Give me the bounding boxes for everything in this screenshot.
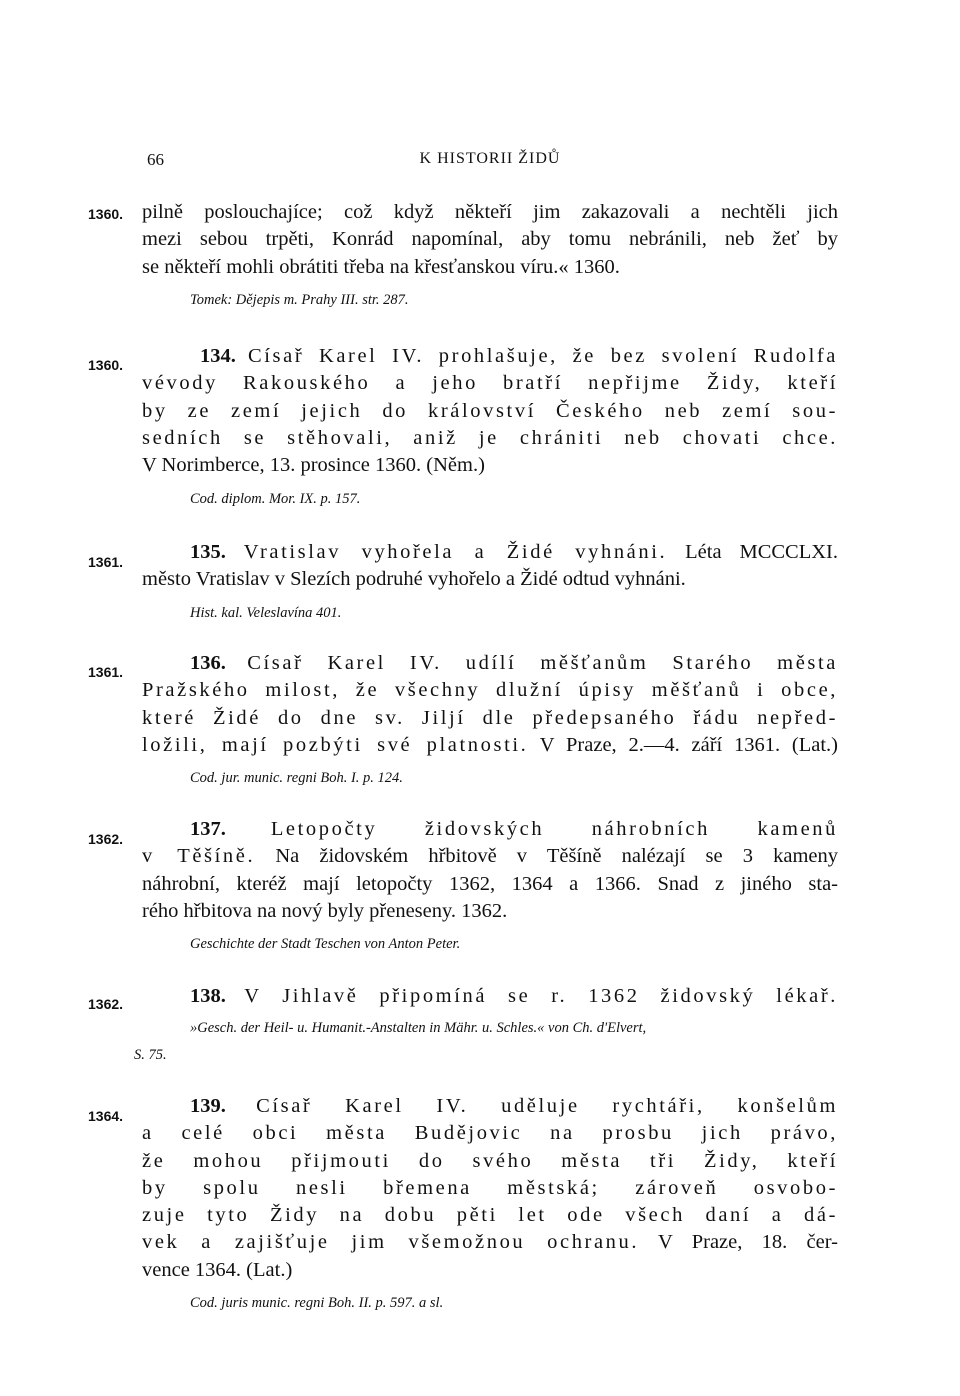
text-run: V Praze, 2.—4. září 1361. (Lat.) <box>528 733 838 756</box>
text-line: které Židé do dne sv. Jiljí dle předepsaného řádu nepřed- <box>142 706 838 729</box>
entry-headline: Císař Karel IV. uděluje rychtáři, konšelům <box>256 1095 838 1117</box>
text-run: ložili, mají pozbýti své platnosti. <box>142 733 529 756</box>
text-line: vévody Rakouského a jeho bratří nepřijme Židy, kteří <box>142 372 838 395</box>
entry-text <box>142 1093 838 1284</box>
margin-year: 1364. <box>88 1108 124 1124</box>
text-line: zuje tyto Židy na dobu pěti let ode všech daní a dá- <box>142 1204 838 1227</box>
text-line <box>142 650 838 677</box>
text-line: a celé obci města Budějovic na prosbu jich právo, <box>142 1122 838 1145</box>
source-citation: Cod. jur. munic. regni Boh. I. p. 124. <box>190 770 403 786</box>
text-run: v Těšíně. <box>142 845 256 868</box>
entry-text <box>142 650 838 759</box>
entry-number: 135. <box>190 541 226 563</box>
text-line <box>142 343 838 370</box>
margin-year: 1362. <box>88 996 124 1012</box>
entry-text <box>142 199 838 281</box>
text-line: mezi sebou trpěti, Konrád napomínal, aby tomu nebránili, neb žeť by <box>142 228 838 251</box>
text-line: pilně poslouchajíce; což když někteří jim zakazovali a nechtěli jich <box>142 201 838 223</box>
text-run: Léta MCCCLXI. <box>667 541 838 563</box>
source-citation: Cod. juris munic. regni Boh. II. p. 597. a sl. <box>190 1295 444 1311</box>
text-line: V Norimberce, 13. prosince 1360. (Něm.) <box>142 454 485 477</box>
margin-year: 1360. <box>88 206 124 222</box>
page-number: 66 <box>147 150 164 169</box>
source-citation: Hist. kal. Veleslavína 401. <box>190 605 342 621</box>
entry-number: 134. <box>200 345 236 367</box>
entry-headline: Letopočty židovských náhrobních kamenů <box>270 818 838 840</box>
margin-year: 1361. <box>88 664 124 680</box>
source-citation: Cod. diplom. Mor. IX. p. 157. <box>190 491 361 507</box>
source-citation: Geschichte der Stadt Teschen von Anton Peter. <box>190 936 461 952</box>
entry-text <box>142 816 838 925</box>
text-line <box>142 816 838 843</box>
text-line: náhrobní, kteréž mají letopočty 1362, 1364 a 1366. Snad z jiného sta- <box>142 872 838 895</box>
entry-headline: V Jihlavě připomíná se r. 1362 židovský lékař. <box>244 985 838 1007</box>
text-line <box>142 732 838 759</box>
entry-headline: Vratislav vyhořela a Židé vyhnáni. <box>243 541 668 563</box>
text-line <box>142 539 838 566</box>
text-line <box>142 983 838 1010</box>
entry-number: 136. <box>190 652 226 674</box>
text-line <box>142 1093 838 1120</box>
text-line: vence 1364. (Lat.) <box>142 1258 293 1281</box>
source-citation-continued: S. 75. <box>134 1047 167 1063</box>
text-line: město Vratislav v Slezích podruhé vyhořelo a Židé odtud vyhnáni. <box>142 568 686 591</box>
text-line: se někteří mohli obrátiti třeba na křesťanskou víru.« 1360. <box>142 255 620 278</box>
entry-number: 139. <box>190 1095 226 1117</box>
entry-number: 138. <box>190 985 226 1007</box>
margin-year: 1362. <box>88 831 124 847</box>
text-line: sedních se stěhovali, aniž je chrániti neb chovati chce. <box>142 426 838 449</box>
margin-year: 1360. <box>88 357 124 373</box>
entry-text <box>142 539 838 594</box>
text-line: rého hřbitova na nový byly přeneseny. 1362. <box>142 899 508 922</box>
text-run: vek a zajišťuje jim všemožnou ochranu. <box>142 1231 640 1254</box>
running-title: K HISTORII ŽIDŮ <box>419 150 561 167</box>
entry-headline: Císař Karel IV. prohlašuje, že bez svolení Rudolfa <box>247 345 839 367</box>
margin-year: 1361. <box>88 554 124 570</box>
text-line: že mohou přijmouti do svého města tři Židy, kteří <box>142 1149 838 1172</box>
text-line: by spolu nesli břemena městská; zároveň osvobo- <box>142 1176 838 1199</box>
source-citation: Tomek: Dějepis m. Prahy III. str. 287. <box>190 292 409 308</box>
entry-text <box>142 343 838 479</box>
text-line: Pražského milost, že všechny dlužní úpisy měšťanů i obce, <box>142 679 838 702</box>
text-run: V Praze, 18. čer- <box>639 1231 838 1254</box>
source-citation: »Gesch. der Heil- u. Humanit.-Anstalten in Mähr. u. Schles.« von Ch. d'Elvert, <box>190 1020 647 1036</box>
text-run: Na židovském hřbitově v Těšíně nalézají se 3 kameny <box>255 845 838 868</box>
entry-headline: Císař Karel IV. udílí měšťanům Starého města <box>247 652 838 674</box>
text-line <box>142 1229 838 1256</box>
text-line <box>142 843 838 870</box>
entry-text <box>142 983 838 1010</box>
entry-number: 137. <box>190 818 226 840</box>
text-line: by ze zemí jejich do království Českého neb zemí sou- <box>142 399 838 422</box>
